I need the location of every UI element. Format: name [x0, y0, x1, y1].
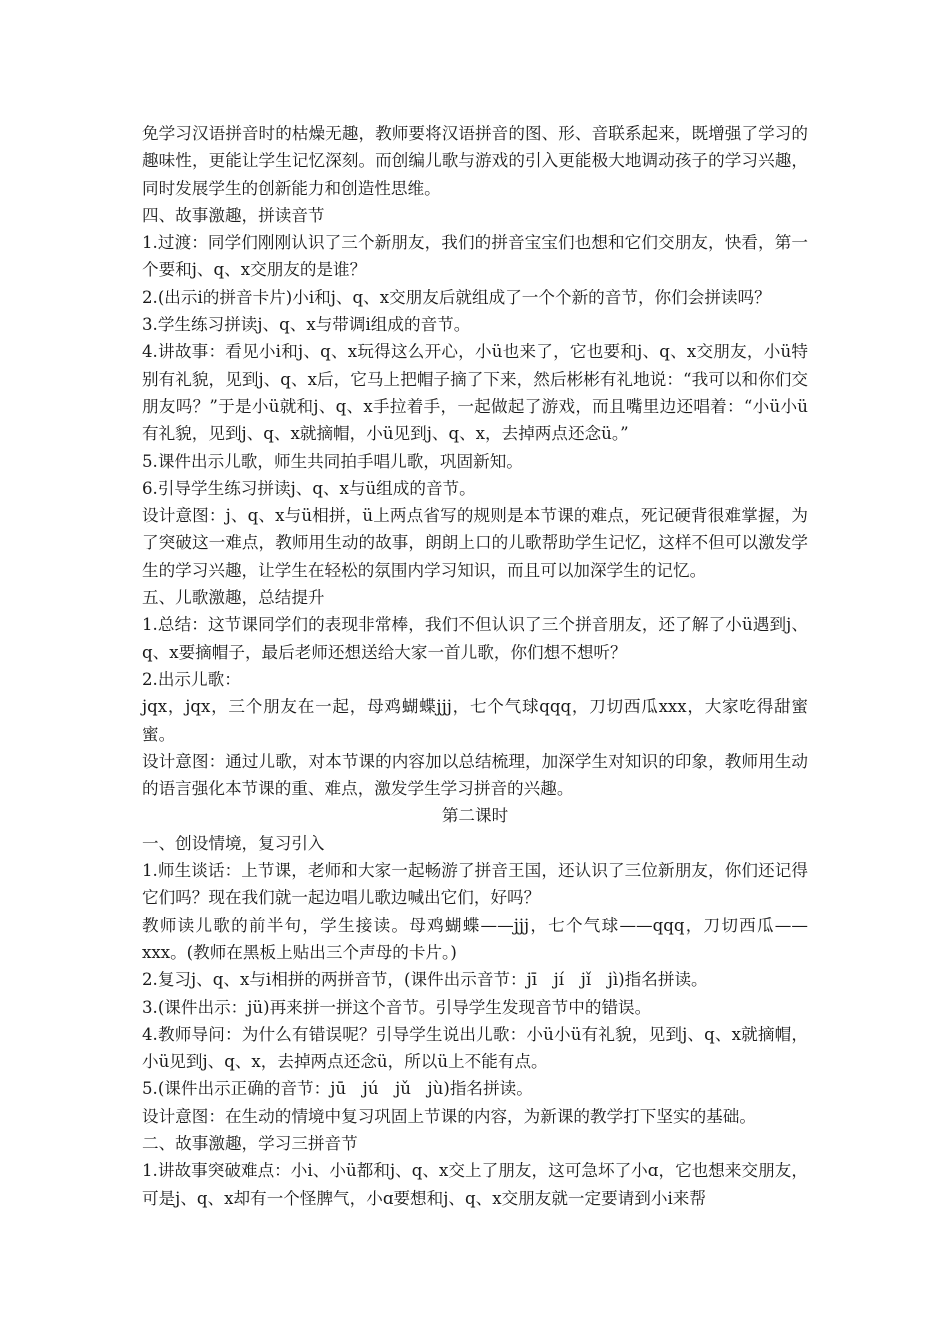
paragraph: 设计意图：通过儿歌，对本节课的内容加以总结梳理，加深学生对知识的印象，教师用生动的语言强化本节课的重、难点，激发学生学习拼音的兴趣。	[142, 751, 808, 799]
paragraph: 2.(出示i的拼音卡片)小i和j、q、x交朋友后就组成了一个个新的音节，你们会拼读吗？	[142, 287, 771, 307]
paragraph: 免学习汉语拼音时的枯燥无趣，教师要将汉语拼音的图、形、音联系起来，既增强了学习的趣味性，更能让学生记忆深刻。而创编儿歌与游戏的引入更能极大地调动孩子的学习兴趣，同时发展学生的创新能力和创造性思维。	[142, 124, 808, 198]
paragraph: 四、故事激趣，拼读音节	[142, 205, 325, 225]
paragraph: 1.总结：这节课同学们的表现非常棒，我们不但认识了三个拼音朋友，还了解了小ü遇到j、q、x要摘帽子，最后老师还想送给大家一首儿歌，你们想不想听？	[142, 615, 808, 662]
paragraph: 3.(课件出示：jü)再来拼一拼这个音节。引导学生发现音节中的错误。	[142, 997, 652, 1017]
paragraph: 教师读儿歌的前半句，学生接读。母鸡蝴蝶——jjj，七个气球——qqq，刀切西瓜——xxx。(教师在黑板上贴出三个声母的卡片。)	[142, 915, 808, 962]
paragraph: jqx，jqx，三个朋友在一起，母鸡蝴蝶jjj，七个气球qqq，刀切西瓜xxx，大家吃得甜蜜蜜。	[142, 697, 808, 744]
paragraph: 1.师生谈话：上节课，老师和大家一起畅游了拼音王国，还认识了三位新朋友，你们还记得它们吗？现在我们就一起边唱儿歌边喊出它们，好吗？	[142, 861, 808, 908]
paragraph: 4.教师导问：为什么有错误呢？引导学生说出儿歌：小ü小ü有礼貌，见到j、q、x就摘帽，小ü见到j、q、x，去掉两点还念ü，所以ü上不能有点。	[142, 1024, 808, 1072]
paragraph: 2.复习j、q、x与i相拼的两拼音节，(课件出示音节：jī jí jǐ jì)指名拼读。	[142, 970, 708, 990]
document-page	[142, 120, 808, 1212]
paragraph: 五、儿歌激趣，总结提升	[142, 588, 325, 608]
paragraph: 设计意图：在生动的情境中复习巩固上节课的内容，为新课的教学打下坚实的基础。	[142, 1106, 756, 1126]
section-heading: 第二课时	[441, 806, 509, 826]
paragraph: 6.引导学生练习拼读j、q、x与ü组成的音节。	[142, 478, 476, 498]
paragraph: 一、创设情境，复习引入	[142, 833, 325, 853]
paragraph: 2.出示儿歌：	[142, 669, 241, 689]
paragraph: 二、故事激趣，学习三拼音节	[142, 1133, 358, 1153]
paragraph: 3.学生练习拼读j、q、x与带调i组成的音节。	[142, 315, 471, 335]
paragraph: 1.讲故事突破难点：小i、小ü都和j、q、x交上了朋友，这可急坏了小ɑ，它也想来交朋友，可是j、q、x却有一个怪脾气，小ɑ要想和j、q、x交朋友就一定要请到小i来帮	[142, 1161, 808, 1208]
paragraph: 1.过渡：同学们刚刚认识了三个新朋友，我们的拼音宝宝们也想和它们交朋友，快看，第一个要和j、q、x交朋友的是谁？	[142, 233, 808, 280]
paragraph: 设计意图：j、q、x与ü相拼，ü上两点省写的规则是本节课的难点，死记硬背很难掌握，为了突破这一难点，教师用生动的故事，朗朗上口的儿歌帮助学生记忆，这样不但可以激发学生的学习兴趣，让学生在轻松的氛围内学习知识，而且可以加深学生的记忆。	[142, 506, 808, 580]
paragraph: 5.课件出示儿歌，师生共同拍手唱儿歌，巩固新知。	[142, 451, 523, 471]
paragraph: 5.(课件出示正确的音节：jū jú jǔ jù)指名拼读。	[142, 1079, 533, 1099]
paragraph: 4.讲故事：看见小i和j、q、x玩得这么开心，小ü也来了，它也要和j、q、x交朋友，小ü特别有礼貌，见到j、q、x后，它马上把帽子摘了下来，然后彬彬有礼地说：“我可以和你们交朋友吗？”于是小ü就和j、q、x手拉着手，一起做起了游戏，而且嘴里边还唱着：“小ü小ü有礼貌，见到j、q、x就摘帽，小ü见到j、q、x，去掉两点还念ü。”	[142, 342, 808, 444]
